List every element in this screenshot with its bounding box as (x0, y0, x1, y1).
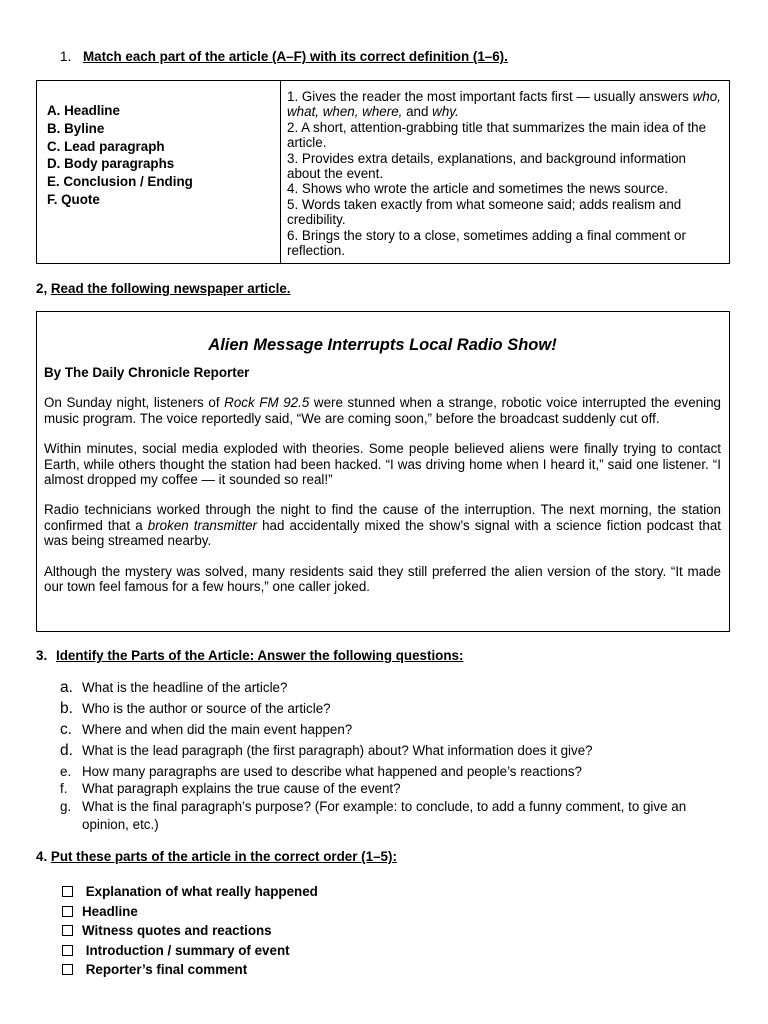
list-item-letter: a. (60, 679, 73, 696)
part-item: E. Conclusion / Ending (47, 174, 193, 190)
list-item (60, 764, 730, 781)
question-2-heading (36, 281, 290, 296)
order-option-label: Explanation of what really happened (82, 884, 318, 900)
article-byline: By The Daily Chronicle Reporter (44, 365, 250, 380)
list-item (60, 743, 730, 764)
list-item (60, 781, 730, 798)
list-item-text: What is the final paragraph’s purpose? (For example: to conclude, to add a funny comment, to give an opinion, etc.) (82, 799, 687, 832)
article-headline: Alien Message Interrupts Local Radio Show! (208, 336, 557, 354)
definition-1-text: 1. Gives the reader the most important facts first — usually answers (287, 89, 689, 104)
paragraph-3-text-b: had accidentally mixed the show’s signal with a science fiction podcast that was being streamed nearby. (44, 517, 721, 549)
definitions-column (281, 81, 729, 263)
checkbox[interactable] (62, 945, 73, 956)
question-1-text: Match each part of the article (A–F) with its correct definition (1–6). (83, 49, 508, 64)
question-4-heading (36, 849, 397, 864)
checkbox[interactable] (62, 906, 73, 917)
list-item-letter: c. (60, 721, 73, 738)
article-parts-column (37, 81, 281, 263)
list-item-text: What paragraph explains the true cause of the event? (82, 781, 401, 796)
definition-4: 4. Shows who wrote the article and sometimes the news source. (287, 181, 669, 197)
paragraph-1-text-b: were stunned when a strange, robotic voice interrupted the evening music program. The voice reportedly said, “We are coming soon,” before the broadcast suddenly cut off. (44, 395, 721, 426)
checkbox[interactable] (62, 886, 73, 897)
paragraph-1-text-a: On Sunday night, listeners of (44, 395, 225, 411)
order-option (62, 902, 318, 922)
article-paragraph-2: Within minutes, social media exploded with theories. Some people believed aliens were finally trying to contact Earth, while others thought the station had been hacked. “I was driving home when I heard it,” said one listener. “I almost dropped my coffee — it sounded so real!” (44, 441, 721, 488)
paragraph-3-text-a: Radio technicians worked through the night to find the cause of the interruption. The next morning, the station confirmed that a (44, 502, 721, 533)
definition-6: 6. Brings the story to a close, sometimes adding a final comment or reflection. (287, 227, 686, 259)
list-item-text: How many paragraphs are used to describe what happened and people’s reactions? (82, 764, 582, 779)
definition-3: 3. Provides extra details, explanations, and background information about the event. (287, 150, 686, 182)
list-item-letter: d. (60, 742, 73, 759)
question-3-number: 3. (36, 648, 48, 663)
checkbox[interactable] (62, 964, 73, 975)
part-item: C. Lead paragraph (47, 138, 165, 154)
order-option (62, 921, 318, 941)
order-option-label: Headline (82, 903, 138, 919)
list-item-letter: e. (60, 764, 72, 779)
list-item (60, 722, 730, 743)
list-item-text: Where and when did the main event happen? (82, 722, 353, 737)
definition-1-and: and (402, 104, 433, 120)
question-3-list (60, 680, 730, 834)
order-option-label: Reporter’s final comment (82, 962, 248, 978)
question-3-text: Identify the Parts of the Article: Answer the following questions: (56, 648, 464, 663)
question-2-text: Read the following newspaper article. (50, 281, 291, 296)
question-3-heading (36, 648, 463, 663)
list-item-text: What is the lead paragraph (the first paragraph) about? What information does it give? (82, 743, 593, 758)
question-4-number: 4. (36, 849, 51, 864)
list-item-letter: b. (60, 700, 73, 717)
order-option (62, 941, 318, 961)
article-paragraph-3 (44, 502, 721, 548)
list-item-letter: g. (60, 799, 72, 814)
part-item: B. Byline (47, 120, 105, 136)
definition-1-why: why. (432, 104, 459, 120)
matching-table (36, 80, 730, 264)
order-options-list (62, 882, 318, 980)
article-paragraph-1 (44, 395, 721, 426)
article-box (36, 311, 730, 632)
question-1-number: 1. (60, 49, 72, 64)
order-option (62, 882, 318, 902)
list-item-text: Who is the author or source of the article? (82, 701, 331, 716)
definition-5: 5. Words taken exactly from what someone said; adds realism and credibility. (287, 196, 682, 228)
list-item-letter: f. (60, 781, 68, 796)
paragraph-3-italic: broken transmitter (147, 517, 258, 533)
list-item (60, 701, 730, 722)
order-option-label: Witness quotes and reactions (82, 923, 272, 939)
article-paragraph-4: Although the mystery was solved, many residents said they still preferred the alien version of the story. “It made our town feel famous for a few hours,” one caller joked. (44, 563, 721, 595)
paragraph-1-station: Rock FM 92.5 (224, 395, 310, 411)
list-item (60, 798, 730, 834)
part-item: F. Quote (47, 191, 100, 207)
question-1-heading (60, 49, 508, 64)
definition-1 (287, 89, 723, 120)
order-option-label: Introduction / summary of event (82, 942, 290, 958)
definition-1-italic: who, what, when, where, (287, 89, 721, 120)
part-item: A. Headline (47, 103, 120, 118)
order-option (62, 960, 318, 980)
question-2-number: 2, (36, 281, 51, 296)
question-4-text: Put these parts of the article in the correct order (1–5): (50, 849, 397, 864)
list-item-text: What is the headline of the article? (82, 680, 288, 695)
definition-2: 2. A short, attention-grabbing title that summarizes the main idea of the article. (287, 119, 707, 151)
checkbox[interactable] (62, 925, 73, 936)
list-item (60, 680, 730, 701)
part-item: D. Body paragraphs (47, 156, 175, 172)
